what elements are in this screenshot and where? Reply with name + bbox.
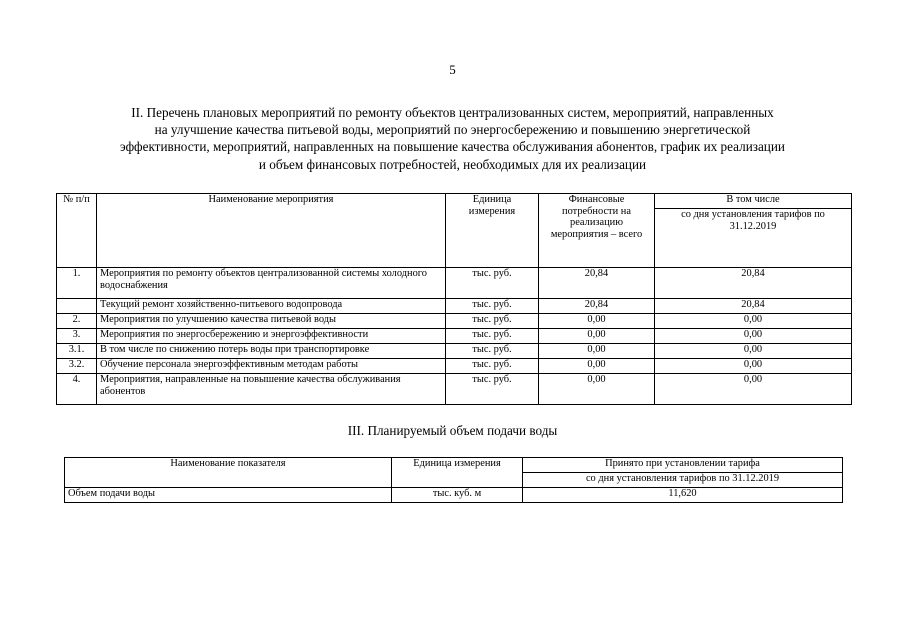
row-unit: тыс. руб. (446, 314, 539, 329)
row-unit: тыс. руб. (446, 299, 539, 314)
header-incl: В том числе (655, 194, 852, 209)
row-total: 0,00 (539, 329, 655, 344)
row-unit: тыс. руб. (446, 374, 539, 405)
page-number: 5 (449, 62, 456, 77)
indicator-name: Объем подачи воды (65, 488, 392, 503)
row-unit: тыс. руб. (446, 344, 539, 359)
water-supply-table (64, 457, 843, 503)
row-total: 20,84 (539, 299, 655, 314)
header-finance: Финансовые потребности на реализацию мероприятия – всего (539, 194, 655, 268)
row-incl: 0,00 (655, 359, 852, 374)
row-total: 0,00 (539, 359, 655, 374)
section-2-title-line: и объем финансовых потребностей, необходимых для их реализации (258, 156, 647, 172)
row-num: 3. (57, 329, 97, 344)
row-unit: тыс. руб. (446, 268, 539, 299)
row-total: 0,00 (539, 344, 655, 359)
row-incl: 20,84 (655, 268, 852, 299)
row-incl: 20,84 (655, 299, 852, 314)
row-total: 0,00 (539, 374, 655, 405)
row-incl: 0,00 (655, 344, 852, 359)
header-indicator-unit: Единица измерения (392, 458, 523, 488)
row-num: 2. (57, 314, 97, 329)
measures-table (56, 193, 852, 405)
row-unit: тыс. руб. (446, 329, 539, 344)
indicator-value: 11,620 (523, 488, 843, 503)
row-unit: тыс. руб. (446, 359, 539, 374)
header-indicator-name: Наименование показателя (65, 458, 392, 488)
row-name: Мероприятия по энергосбережению и энергоэффективности (97, 329, 446, 344)
section-3-title: III. Планируемый объем подачи воды (347, 423, 558, 438)
row-total: 20,84 (539, 268, 655, 299)
row-incl: 0,00 (655, 329, 852, 344)
row-name: Текущий ремонт хозяйственно-питьевого водопровода (97, 299, 446, 314)
header-name: Наименование мероприятия (97, 194, 446, 268)
header-num: № п/п (57, 194, 97, 268)
section-2-title-line: эффективности, мероприятий, направленных на повышение качества обслуживания абонентов, график их реализации (120, 139, 785, 155)
section-2-title-line: II. Перечень плановых мероприятий по ремонту объектов централизованных систем, мероприятий, направленных (131, 105, 774, 120)
row-name: Мероприятия по ремонту объектов централизованной системы холодного водоснабжения (97, 268, 446, 299)
header-incl-period: со дня установления тарифов по 31.12.2019 (655, 209, 852, 268)
section-2-title (40, 104, 865, 173)
section-2-title-line: на улучшение качества питьевой воды, мероприятий по энергосбережению и повышению энергетической (154, 122, 751, 138)
row-num: 3.1. (57, 344, 97, 359)
row-name: Обучение персонала энергоэффективным методам работы (97, 359, 446, 374)
indicator-unit: тыс. куб. м (392, 488, 523, 503)
row-num: 4. (57, 374, 97, 405)
row-total: 0,00 (539, 314, 655, 329)
header-unit: Единица измерения (446, 194, 539, 268)
row-num: 3.2. (57, 359, 97, 374)
row-num (57, 299, 97, 314)
row-name: Мероприятия по улучшению качества питьевой воды (97, 314, 446, 329)
row-incl: 0,00 (655, 314, 852, 329)
header-accepted-period: со дня установления тарифов по 31.12.2019 (523, 473, 843, 488)
row-name: Мероприятия, направленные на повышение качества обслуживания абонентов (97, 374, 446, 405)
row-name: В том числе по снижению потерь воды при транспортировке (97, 344, 446, 359)
row-incl: 0,00 (655, 374, 852, 405)
row-num: 1. (57, 268, 97, 299)
header-accepted: Принято при установлении тарифа (523, 458, 843, 473)
